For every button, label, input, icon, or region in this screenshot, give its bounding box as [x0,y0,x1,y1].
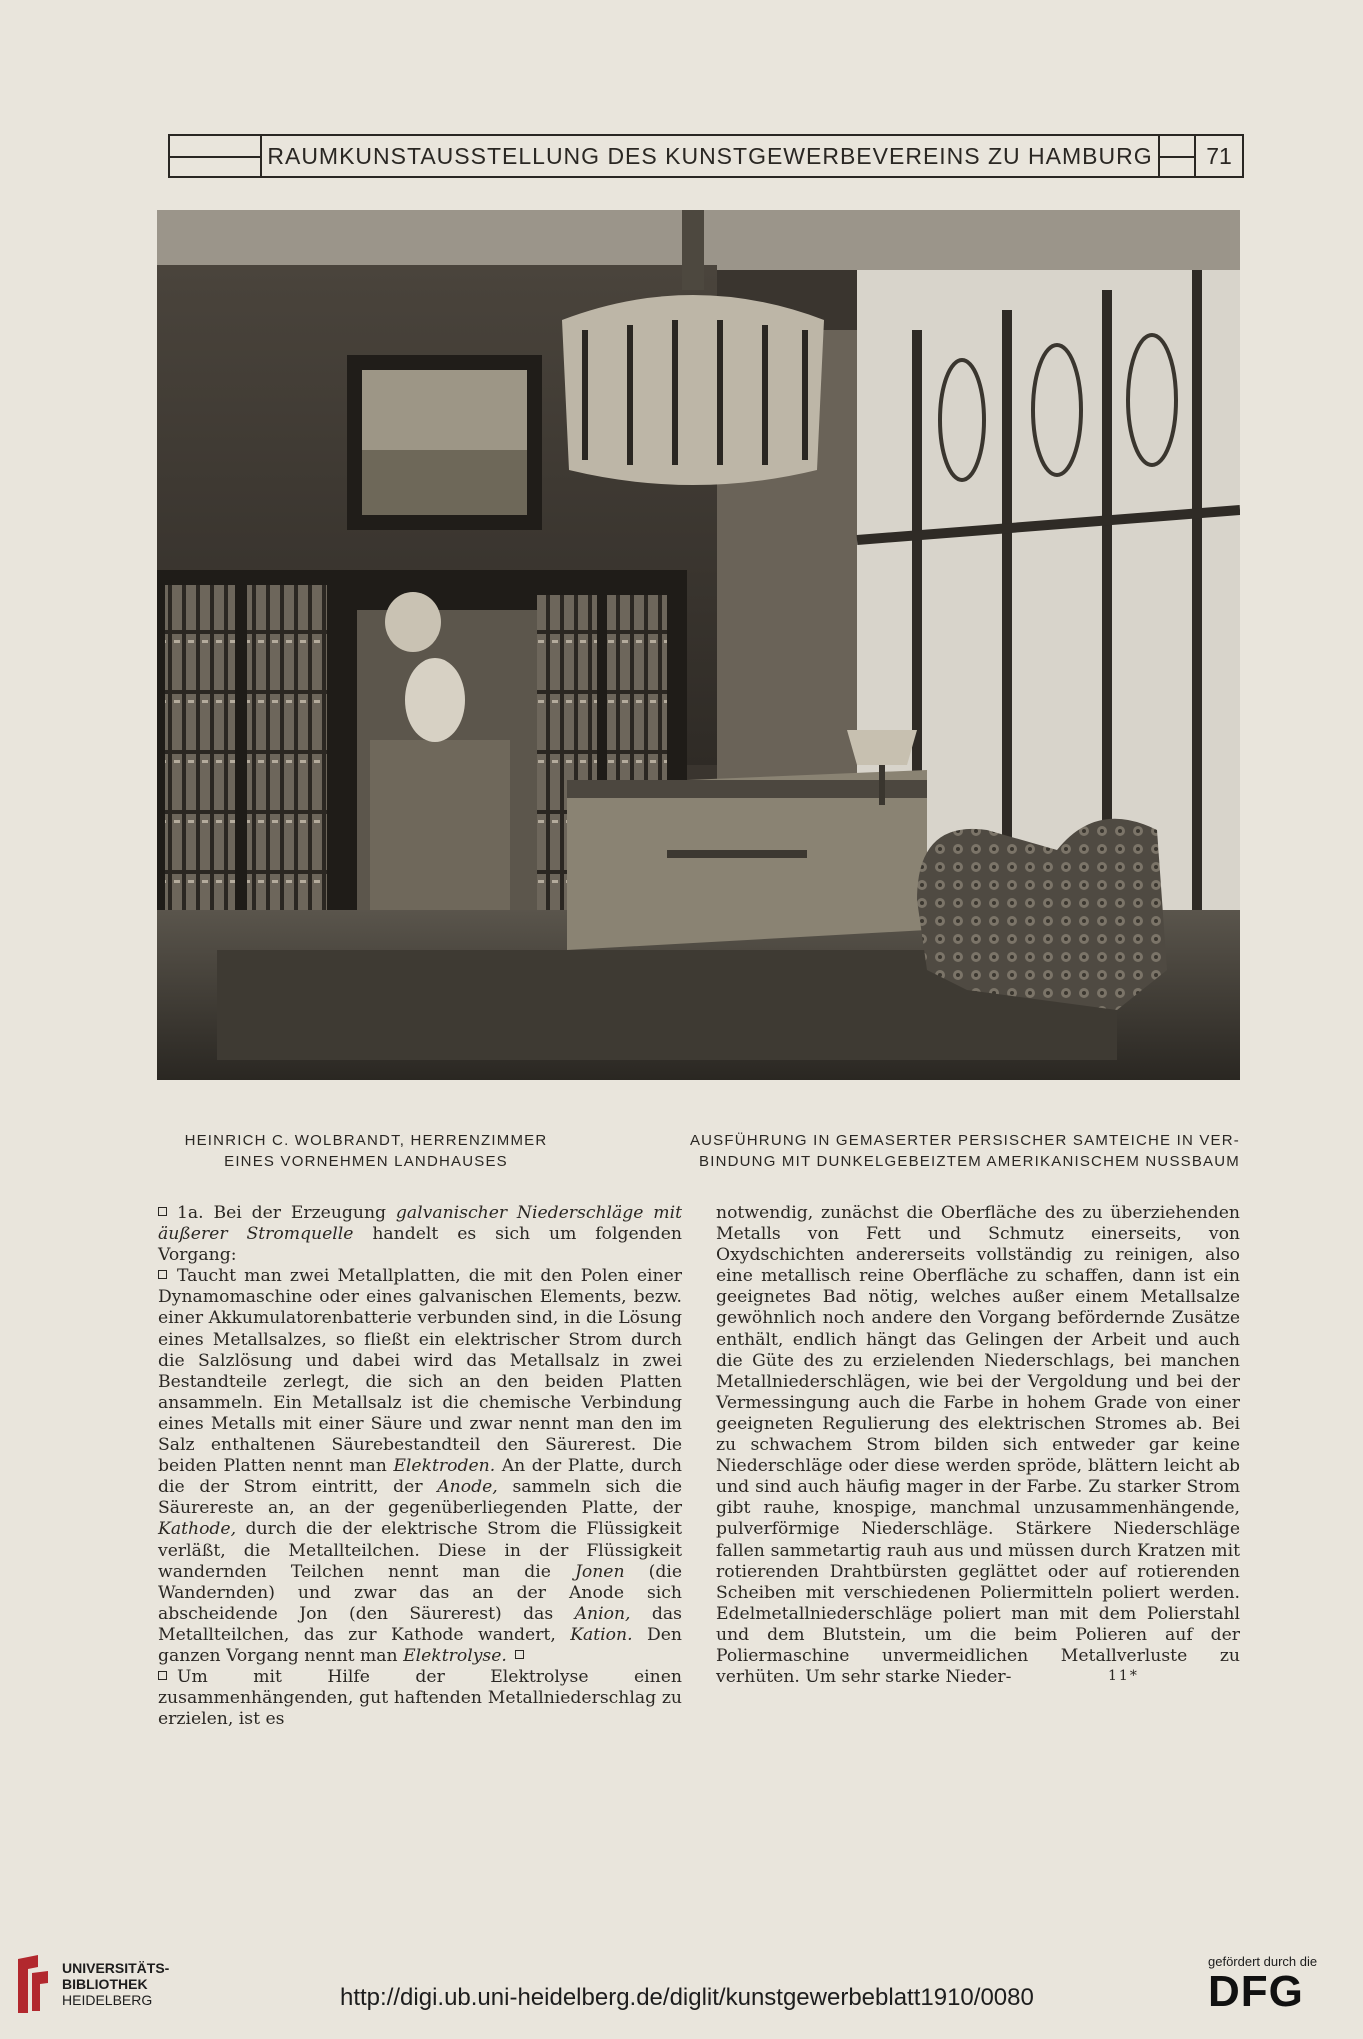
text-run: durch die der elektrische Strom die Flüssigkeit verläßt, die Metallteilchen. Diese in der Flüssigkeit wandernden Teilchen nennt man die [158,1519,682,1582]
text-run: handelt es sich um folgenden Vorgang: [158,1224,682,1266]
text-run-italic: galvanischer Niederschläge mit äußerer Stromquelle [158,1203,682,1245]
text-column-left [158,1203,682,1730]
funder-logo[interactable] [1208,1954,1317,2015]
library-name [62,1960,169,2008]
term-anion: Anion, [574,1603,631,1624]
dfg-wordmark: DFG [1208,1967,1304,2016]
page-number: 71 [1206,142,1232,169]
caption-left-line1: HEINRICH C. WOLBRANDT, HERRENZIMMER [184,1132,548,1149]
text-run: (die Wandernden) und zwar das an der Anode sich abscheidende Jon (den Säurerest) das [158,1561,682,1624]
term-elektrolyse: Elektrolyse. [403,1645,507,1666]
caption-right [640,1130,1240,1172]
signature-mark: 11* [1108,1668,1139,1684]
paragraph [158,1667,682,1730]
header-rule-left [170,136,262,176]
text-run: das Metallteilchen, das zur Kathode wandert, [158,1603,682,1645]
text-run: Taucht man zwei Metallplatten, die mit den Polen einer Dynamomaschine oder eines galvanischen Elements, bezw. einer Akkumulatorenbatterie verbunden sind, in die Lösung eines Metallsalzes, so fließt ein elektrischer Strom durch die Salzlösung und dabei wird das Metallsalz in zwei Bestandteile zerlegt, die sich an den beiden Platten ansammeln. Ein Metallsalz ist die chemische Verbindung eines Metalls mit einer Säure und zwar nennt man den im Salz enthaltenen Säurebestandteil den Säurerest. Die beiden Platten nennt man [158,1266,682,1477]
source-url-link[interactable]: http://digi.ub.uni-heidelberg.de/diglit/kunstgewerbeblatt1910/0080 [340,1984,1034,2011]
library-line: HEIDELBERG [62,1992,153,2008]
caption-left [156,1130,576,1172]
paragraph-end-mark-icon [515,1650,524,1659]
paragraph-mark-icon [158,1207,167,1216]
text-run: An der Platte, durch die der Strom eintritt, der [158,1456,682,1498]
interior-photograph [157,210,1240,1080]
funding-note: gefördert durch die [1208,1954,1318,1969]
text-run: Den ganzen Vorgang nennt man [158,1624,682,1666]
text-column-right [716,1203,1240,1688]
term-kation: Kation. [570,1624,633,1645]
library-emblem-icon [14,1953,52,2015]
caption-right-line1: AUSFÜHRUNG IN GEMASERTER PERSISCHER SAMTEICHE IN VER- [689,1132,1240,1149]
running-header [168,134,1244,178]
library-line: UNIVERSITÄTS- [62,1960,170,1976]
term-anode: Anode, [437,1477,498,1498]
paragraph-mark-icon [158,1671,167,1680]
paragraph [158,1266,682,1667]
photo-illustration [157,210,1240,1080]
caption-right-line2: BINDUNG MIT DUNKELGEBEIZTEM AMERIKANISCHEM NUSSBAUM [699,1153,1240,1170]
text-run: 1a. Bei der Erzeugung [177,1203,396,1223]
text-run: sammeln sich die Säurereste an, an der gegenüberliegenden Platte, der [158,1477,682,1519]
paragraph-mark-icon [158,1270,167,1279]
paragraph [158,1203,682,1266]
caption-left-line2: EINES VORNEHMEN LANDHAUSES [224,1153,508,1170]
header-rule-right [1158,136,1196,176]
library-logo[interactable] [14,1953,169,2015]
term-elektroden: Elektroden. [393,1456,496,1477]
term-kathode: Kathode, [158,1519,237,1540]
term-jonen: Jonen [574,1561,625,1582]
header-title: RAUMKUNSTAUSSTELLUNG DES KUNSTGEWERBEVEREINS ZU HAMBURG [267,142,1153,169]
text-run: Um mit Hilfe der Elektrolyse einen zusammenhängenden, gut haftenden Metallniederschlag zu erzielen, ist es [158,1667,682,1730]
library-line: BIBLIOTHEK [62,1976,148,1992]
paragraph: notwendig, zunächst die Oberfläche des zu überziehenden Metalls von Fett und Schmutz einerseits, von Oxydschichten andererseits vollständig zu reinigen, also eine metallisch reine Oberfläche zu schaffen, dann ist ein geeignetes Bad nötig, welches außer einem Metallsalze gewöhnlich noch andere den Vorgang befördernde Zusätze enthält, endlich hängt das Gelingen der Arbeit und auch die Güte des zu erzielenden Niederschlags, bei manchen Metallniederschlägen, wie bei der Vergoldung und bei der Vermessingung auch die Farbe in hohem Grade von einer geeigneten Regulierung des elektrischen Stromes ab. Bei zu schwachem Strom bilden sich entweder gar keine Niederschläge oder diese werden spröde, blättern leicht ab und sind auch häufig mager in der Farbe. Zu starker Strom gibt rauhe, knospige, manchmal unzusammenhängende, pulverförmige Niederschläge. Stärkere Niederschläge fallen sammetartig rauh aus und müssen durch Kratzen mit rotierenden Drahtbürsten geglättet oder auf rotierenden Scheiben mit verschiedenen Poliermitteln poliert werden. Edelmetallniederschläge poliert man mit dem Polierstahl und dem Blutstein, um die beim Polieren auf der Poliermaschine unvermeidlichen Metallverluste zu verhüten. Um sehr starke Nieder- [716,1203,1240,1688]
